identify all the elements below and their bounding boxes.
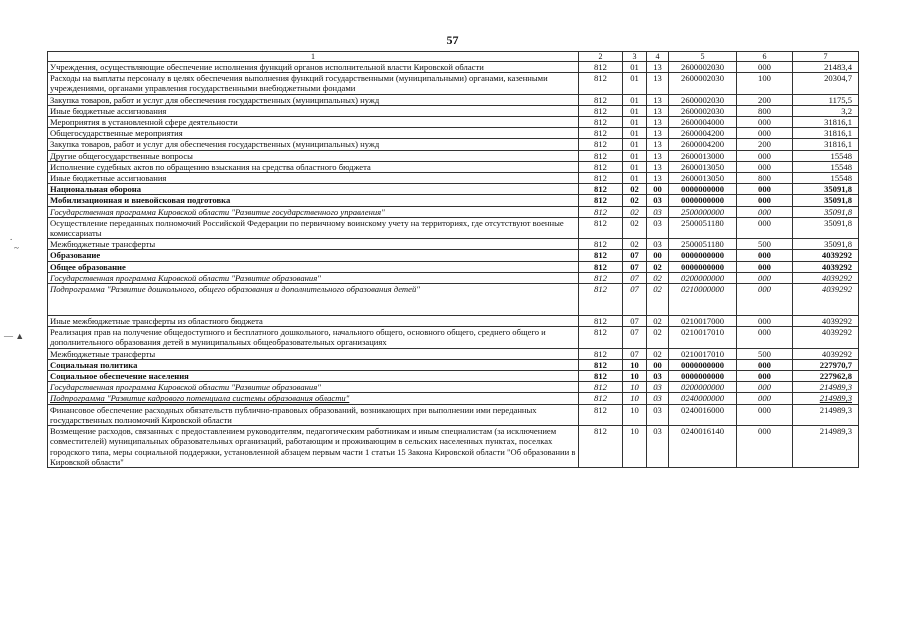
subsection-code-cell: 00 [647, 250, 669, 261]
grbs-code-cell: 812 [579, 393, 623, 404]
target-article-cell: 2600002030 [669, 73, 737, 94]
table-row [48, 217, 859, 238]
table-row [48, 393, 859, 404]
section-code-cell: 10 [623, 404, 647, 425]
row-name-cell: Общее образование [48, 261, 579, 272]
row-name-cell: Возмещение расходов, связанных с предоставлением руководителям, педагогическим работникам и иным специалистам (за исключением совместителей) муниципальных образовательных организаций, работающим и проживающим в сельских населенных пунктах, поселках городского типа, меры социальной поддержки, установленной абзацем первым части 1 статьи 15 Закона Кировской области "Об образовании в Кировской области" [48, 426, 579, 468]
subsection-code-cell: 03 [647, 206, 669, 217]
row-name-cell: Общегосударственные мероприятия [48, 128, 579, 139]
subsection-code-cell: 03 [647, 239, 669, 250]
grbs-code-cell: 812 [579, 239, 623, 250]
section-code-cell: 07 [623, 316, 647, 327]
section-code-cell: 01 [623, 161, 647, 172]
row-name-cell: Иные межбюджетные трансферты из областного бюджета [48, 316, 579, 327]
target-article-cell: 0200000000 [669, 382, 737, 393]
section-code-cell: 07 [623, 250, 647, 261]
section-code-cell: 07 [623, 284, 647, 316]
grbs-code-cell: 812 [579, 184, 623, 195]
target-article-cell: 2600004200 [669, 139, 737, 150]
grbs-code-cell: 812 [579, 327, 623, 348]
target-article-cell: 0000000000 [669, 261, 737, 272]
budget-table [47, 51, 859, 468]
grbs-code-cell: 812 [579, 173, 623, 184]
amount-cell: 4039292 [793, 316, 859, 327]
row-name-cell: Учреждения, осуществляющие обеспечение исполнения функций органов исполнительной власти Кировской области [48, 62, 579, 73]
grbs-code-cell: 812 [579, 195, 623, 206]
target-article-cell: 2600013000 [669, 150, 737, 161]
amount-cell: 227962,8 [793, 371, 859, 382]
table-row [48, 382, 859, 393]
expense-type-cell: 200 [737, 94, 793, 105]
expense-type-cell: 000 [737, 404, 793, 425]
target-article-cell: 0210017010 [669, 327, 737, 348]
amount-cell: 35091,8 [793, 217, 859, 238]
amount-cell: 3,2 [793, 105, 859, 116]
amount-cell: 214989,3 [793, 393, 859, 404]
row-name-cell: Социальное обеспечение населения [48, 371, 579, 382]
subsection-code-cell: 13 [647, 73, 669, 94]
section-code-cell: 01 [623, 150, 647, 161]
amount-cell: 31816,1 [793, 117, 859, 128]
table-row [48, 139, 859, 150]
target-article-cell: 2500051180 [669, 239, 737, 250]
table-row [48, 272, 859, 283]
grbs-code-cell: 812 [579, 348, 623, 359]
subsection-code-cell: 03 [647, 393, 669, 404]
target-article-cell: 0210000000 [669, 284, 737, 316]
table-row [48, 184, 859, 195]
table-row [48, 150, 859, 161]
grbs-code-cell: 812 [579, 359, 623, 370]
grbs-code-cell: 812 [579, 261, 623, 272]
column-header: 6 [737, 52, 793, 62]
target-article-cell: 0210017010 [669, 348, 737, 359]
amount-cell: 15548 [793, 173, 859, 184]
row-name-cell: Подпрограмма "Развитие дошкольного, общего образования и дополнительного образования детей" [48, 284, 579, 316]
column-header: 5 [669, 52, 737, 62]
column-header: 3 [623, 52, 647, 62]
expense-type-cell: 000 [737, 272, 793, 283]
amount-cell: 15548 [793, 150, 859, 161]
expense-type-cell: 000 [737, 128, 793, 139]
target-article-cell: 0240000000 [669, 393, 737, 404]
row-name-cell: Закупка товаров, работ и услуг для обеспечения государственных (муниципальных) нужд [48, 94, 579, 105]
subsection-code-cell: 13 [647, 62, 669, 73]
expense-type-cell: 000 [737, 393, 793, 404]
column-header: 2 [579, 52, 623, 62]
amount-cell: 15548 [793, 161, 859, 172]
expense-type-cell: 000 [737, 250, 793, 261]
amount-cell: 35091,8 [793, 195, 859, 206]
row-name-cell: Социальная политика [48, 359, 579, 370]
target-article-cell: 0240016000 [669, 404, 737, 425]
amount-cell: 20304,7 [793, 73, 859, 94]
grbs-code-cell: 812 [579, 382, 623, 393]
amount-cell: 1175,5 [793, 94, 859, 105]
target-article-cell: 0240016140 [669, 426, 737, 468]
amount-cell: 214989,3 [793, 382, 859, 393]
amount-cell: 4039292 [793, 272, 859, 283]
subsection-code-cell: 13 [647, 94, 669, 105]
column-header: 1 [48, 52, 579, 62]
section-code-cell: 07 [623, 327, 647, 348]
grbs-code-cell: 812 [579, 371, 623, 382]
expense-type-cell: 800 [737, 173, 793, 184]
target-article-cell: 0000000000 [669, 250, 737, 261]
expense-type-cell: 000 [737, 117, 793, 128]
amount-cell: 31816,1 [793, 128, 859, 139]
expense-type-cell: 500 [737, 239, 793, 250]
amount-cell: 35091,8 [793, 184, 859, 195]
section-code-cell: 01 [623, 139, 647, 150]
page-number: 57 [446, 33, 459, 47]
expense-type-cell: 000 [737, 261, 793, 272]
table-row [48, 94, 859, 105]
grbs-code-cell: 812 [579, 94, 623, 105]
expense-type-cell: 000 [737, 359, 793, 370]
section-code-cell: 01 [623, 62, 647, 73]
subsection-code-cell: 02 [647, 272, 669, 283]
column-number-row [48, 52, 859, 62]
subsection-code-cell: 02 [647, 284, 669, 316]
expense-type-cell: 100 [737, 73, 793, 94]
table-row [48, 239, 859, 250]
target-article-cell: 0210017000 [669, 316, 737, 327]
section-code-cell: 01 [623, 94, 647, 105]
table-body [48, 52, 859, 468]
amount-cell: 4039292 [793, 327, 859, 348]
target-article-cell: 0200000000 [669, 272, 737, 283]
subsection-code-cell: 00 [647, 184, 669, 195]
expense-type-cell: 000 [737, 62, 793, 73]
section-code-cell: 01 [623, 128, 647, 139]
section-code-cell: 10 [623, 393, 647, 404]
section-code-cell: 02 [623, 239, 647, 250]
section-code-cell: 01 [623, 105, 647, 116]
row-name-cell: Мероприятия в установленной сфере деятельности [48, 117, 579, 128]
amount-cell: 227970,7 [793, 359, 859, 370]
amount-cell: 214989,3 [793, 404, 859, 425]
target-article-cell: 2600004200 [669, 128, 737, 139]
subsection-code-cell: 02 [647, 348, 669, 359]
expense-type-cell: 000 [737, 150, 793, 161]
target-article-cell: 2600002030 [669, 62, 737, 73]
subsection-code-cell: 13 [647, 139, 669, 150]
table-row [48, 173, 859, 184]
amount-cell: 4039292 [793, 261, 859, 272]
grbs-code-cell: 812 [579, 206, 623, 217]
row-name-cell: Иные бюджетные ассигнования [48, 105, 579, 116]
margin-mark: ~ [14, 243, 19, 253]
expense-type-cell: 000 [737, 195, 793, 206]
target-article-cell: 0000000000 [669, 359, 737, 370]
table-row [48, 327, 859, 348]
expense-type-cell: 000 [737, 382, 793, 393]
target-article-cell: 2500051180 [669, 217, 737, 238]
expense-type-cell: 000 [737, 206, 793, 217]
target-article-cell: 2500000000 [669, 206, 737, 217]
row-name-cell: Мобилизационная и вневойсковая подготовка [48, 195, 579, 206]
table-row [48, 161, 859, 172]
table-row [48, 284, 859, 316]
target-article-cell: 2600002030 [669, 105, 737, 116]
section-code-cell: 07 [623, 261, 647, 272]
grbs-code-cell: 812 [579, 284, 623, 316]
amount-cell: 4039292 [793, 284, 859, 316]
table-row [48, 348, 859, 359]
subsection-code-cell: 03 [647, 195, 669, 206]
expense-type-cell: 000 [737, 184, 793, 195]
section-code-cell: 10 [623, 371, 647, 382]
target-article-cell: 0000000000 [669, 371, 737, 382]
row-name-cell: Межбюджетные трансферты [48, 348, 579, 359]
amount-cell: 31816,1 [793, 139, 859, 150]
grbs-code-cell: 812 [579, 73, 623, 94]
expense-type-cell: 000 [737, 327, 793, 348]
row-name-cell: Подпрограмма "Развитие кадрового потенциала системы образования области" [48, 393, 579, 404]
grbs-code-cell: 812 [579, 161, 623, 172]
row-name-cell: Другие общегосударственные вопросы [48, 150, 579, 161]
grbs-code-cell: 812 [579, 139, 623, 150]
subsection-code-cell: 13 [647, 150, 669, 161]
subsection-code-cell: 03 [647, 382, 669, 393]
expense-type-cell: 000 [737, 161, 793, 172]
amount-cell: 4039292 [793, 348, 859, 359]
section-code-cell: 02 [623, 184, 647, 195]
grbs-code-cell: 812 [579, 128, 623, 139]
column-header: 4 [647, 52, 669, 62]
amount-cell: 4039292 [793, 250, 859, 261]
table-row [48, 195, 859, 206]
row-name-cell: Осуществление переданных полномочий Российской Федерации по первичному воинскому учету на территориях, где отсутствуют военные комиссариаты [48, 217, 579, 238]
grbs-code-cell: 812 [579, 272, 623, 283]
target-article-cell: 2600004000 [669, 117, 737, 128]
section-code-cell: 10 [623, 426, 647, 468]
amount-cell: 35091,8 [793, 206, 859, 217]
section-code-cell: 02 [623, 206, 647, 217]
section-code-cell: 01 [623, 73, 647, 94]
subsection-code-cell: 02 [647, 327, 669, 348]
table-row [48, 316, 859, 327]
grbs-code-cell: 812 [579, 62, 623, 73]
row-name-cell: Государственная программа Кировской области "Развитие образования" [48, 382, 579, 393]
row-name-cell: Государственная программа Кировской области "Развитие государственного управления" [48, 206, 579, 217]
row-name-cell: Исполнение судебных актов по обращению взыскания на средства областного бюджета [48, 161, 579, 172]
margin-mark: — ▲ [4, 331, 25, 341]
section-code-cell: 01 [623, 117, 647, 128]
expense-type-cell: 000 [737, 284, 793, 316]
subsection-code-cell: 13 [647, 161, 669, 172]
row-name-cell: Финансовое обеспечение расходных обязательств публично-правовых образований, возникающих при выполнении ими переданных государственных полномочий Кировской области [48, 404, 579, 425]
expense-type-cell: 200 [737, 139, 793, 150]
target-article-cell: 0000000000 [669, 195, 737, 206]
table-row [48, 206, 859, 217]
expense-type-cell: 000 [737, 426, 793, 468]
grbs-code-cell: 812 [579, 117, 623, 128]
amount-cell: 35091,8 [793, 239, 859, 250]
section-code-cell: 07 [623, 272, 647, 283]
subsection-code-cell: 03 [647, 371, 669, 382]
row-name-cell: Межбюджетные трансферты [48, 239, 579, 250]
target-article-cell: 0000000000 [669, 184, 737, 195]
column-header: 7 [793, 52, 859, 62]
grbs-code-cell: 812 [579, 105, 623, 116]
table-row [48, 128, 859, 139]
expense-type-cell: 000 [737, 217, 793, 238]
subsection-code-cell: 03 [647, 217, 669, 238]
table-row [48, 404, 859, 425]
subsection-code-cell: 02 [647, 261, 669, 272]
subsection-code-cell: 00 [647, 359, 669, 370]
table-row [48, 261, 859, 272]
grbs-code-cell: 812 [579, 426, 623, 468]
subsection-code-cell: 13 [647, 128, 669, 139]
grbs-code-cell: 812 [579, 316, 623, 327]
grbs-code-cell: 812 [579, 217, 623, 238]
target-article-cell: 2600002030 [669, 94, 737, 105]
row-name-cell: Национальная оборона [48, 184, 579, 195]
table-row [48, 250, 859, 261]
section-code-cell: 07 [623, 348, 647, 359]
row-name-cell: Расходы на выплаты персоналу в целях обеспечения выполнения функций государственными (муниципальными) органами, казенными учреждениями, органами управления государственными внебюджетными фондами [48, 73, 579, 94]
subsection-code-cell: 13 [647, 105, 669, 116]
subsection-code-cell: 13 [647, 173, 669, 184]
table-row [48, 359, 859, 370]
target-article-cell: 2600013050 [669, 161, 737, 172]
expense-type-cell: 800 [737, 105, 793, 116]
grbs-code-cell: 812 [579, 404, 623, 425]
section-code-cell: 10 [623, 359, 647, 370]
table-row [48, 117, 859, 128]
row-name-cell: Государственная программа Кировской области "Развитие образования" [48, 272, 579, 283]
section-code-cell: 02 [623, 217, 647, 238]
table-row [48, 73, 859, 94]
table-row [48, 426, 859, 468]
expense-type-cell: 500 [737, 348, 793, 359]
section-code-cell: 10 [623, 382, 647, 393]
table-row [48, 105, 859, 116]
section-code-cell: 01 [623, 173, 647, 184]
expense-type-cell: 000 [737, 316, 793, 327]
table-row [48, 62, 859, 73]
subsection-code-cell: 13 [647, 117, 669, 128]
amount-cell: 21483,4 [793, 62, 859, 73]
subsection-code-cell: 03 [647, 426, 669, 468]
row-name-cell: Закупка товаров, работ и услуг для обеспечения государственных (муниципальных) нужд [48, 139, 579, 150]
grbs-code-cell: 812 [579, 150, 623, 161]
target-article-cell: 2600013050 [669, 173, 737, 184]
row-name-cell: Иные бюджетные ассигнования [48, 173, 579, 184]
expense-type-cell: 000 [737, 371, 793, 382]
subsection-code-cell: 02 [647, 316, 669, 327]
table-row [48, 371, 859, 382]
amount-cell: 214989,3 [793, 426, 859, 468]
grbs-code-cell: 812 [579, 250, 623, 261]
section-code-cell: 02 [623, 195, 647, 206]
subsection-code-cell: 03 [647, 404, 669, 425]
margin-mark: . [10, 232, 13, 242]
row-name-cell: Реализация прав на получение общедоступного и бесплатного дошкольного, начального общего, основного общего, среднего общего и дополнительного образования детей в муниципальных общеобразовательных организациях [48, 327, 579, 348]
row-name-cell: Образование [48, 250, 579, 261]
